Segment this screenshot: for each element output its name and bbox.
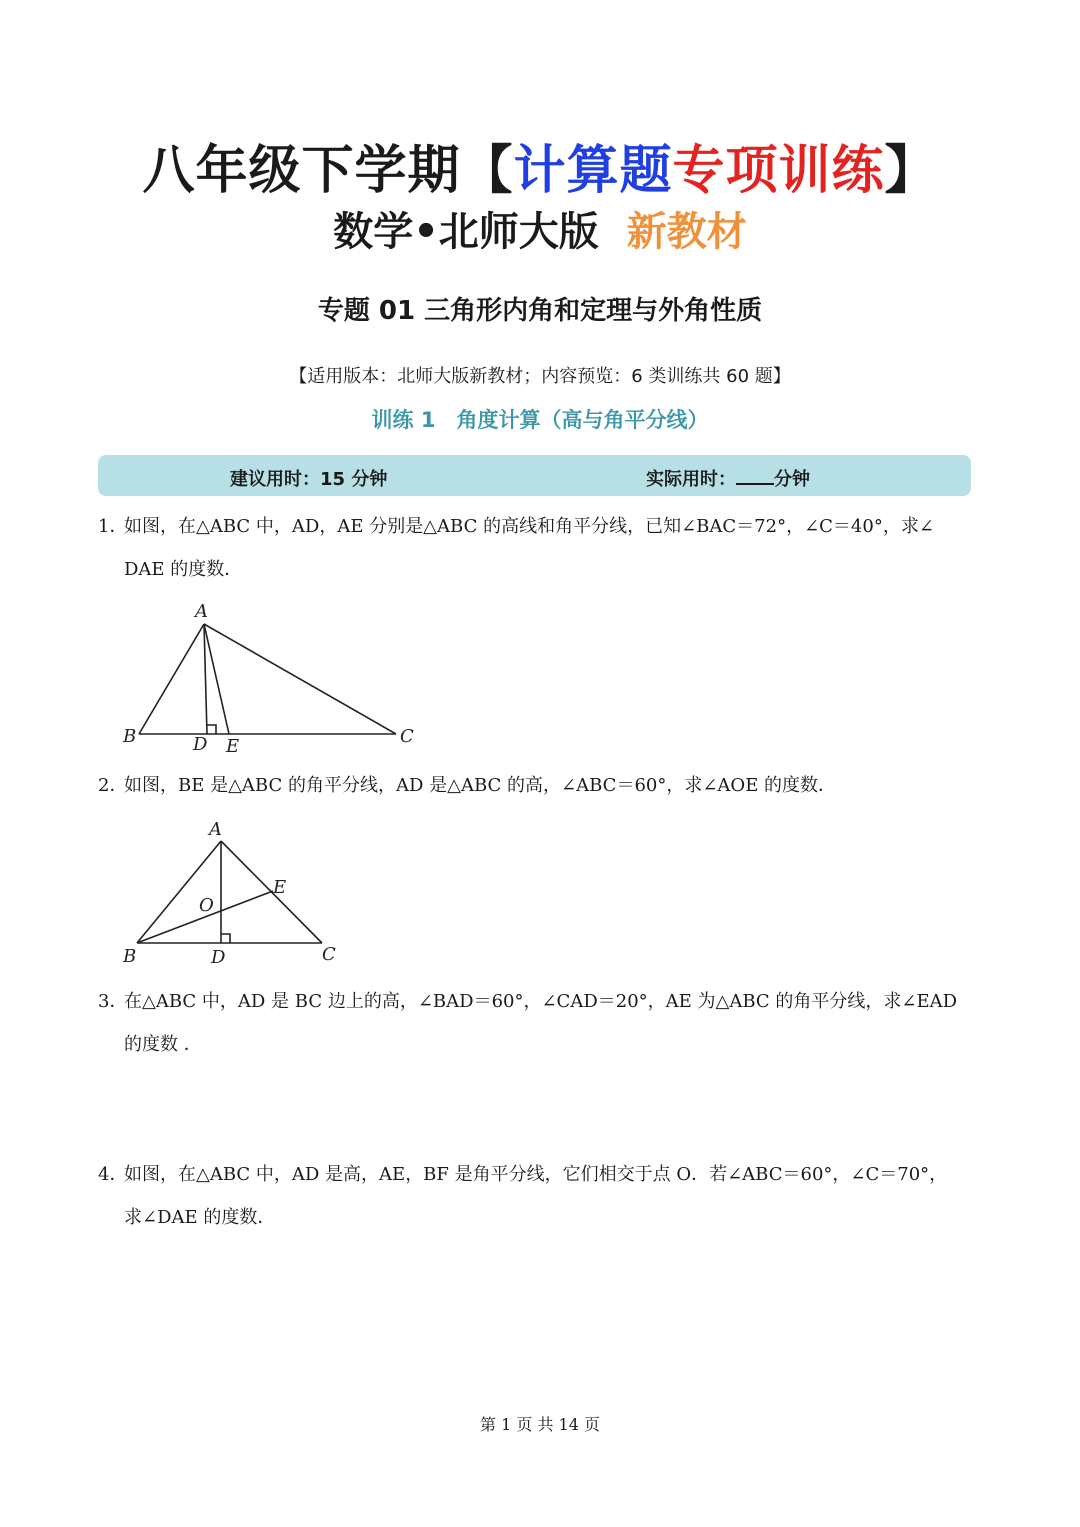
title-prefix: 八年级下学期【 [142, 141, 514, 201]
fig1-side-ab [139, 624, 204, 734]
question-text: 在△ABC 中，AD 是 BC 边上的高，∠BAD＝60°，∠CAD＝20°，AE 为△ABC 的角平分线，求∠EAD [124, 991, 958, 1012]
question-text: 如图，在△ABC 中，AD 是高，AE，BF 是角平分线，它们相交于点 O．若∠ABC＝60°，∠C＝70°， [124, 1164, 948, 1185]
question-number: 2． [98, 775, 128, 796]
fig1-label-d: D [193, 734, 208, 755]
question-text-cont: 求∠DAE 的度数． [124, 1207, 276, 1228]
question-2 [98, 764, 988, 807]
question-4 [98, 1153, 988, 1239]
fig2-label-d: D [211, 947, 226, 968]
fig2-label-o: O [199, 895, 214, 916]
subtitle-accent: 新教材 [626, 209, 747, 255]
fig2-label-b: B [123, 946, 137, 967]
doc-subtitle [0, 200, 1080, 257]
question-1 [98, 505, 988, 591]
question-number: 1． [98, 516, 128, 537]
time-bar [98, 455, 971, 496]
page-footer: 第 1 页 共 14 页 [480, 1415, 600, 1434]
fig1-label-a: A [195, 601, 208, 622]
fig1-side-ac [204, 624, 396, 734]
fig2-label-c: C [322, 944, 336, 965]
figure-2 [115, 818, 355, 973]
fig1-bisector-ae [204, 624, 229, 734]
fig1-right-angle-mark [207, 725, 216, 734]
subtitle-main: 数学•北师大版 [333, 209, 599, 255]
suggested-time: 建议用时：15 分钟 [230, 469, 388, 490]
question-3 [98, 980, 988, 1066]
fig1-altitude-ad [204, 624, 207, 734]
question-text: 如图，在△ABC 中，AD，AE 分别是△ABC 的高线和角平分线，已知∠BAC＝72°，∠C＝40°，求∠ [124, 516, 934, 537]
title-blue: 计算题 [513, 141, 673, 201]
fig2-label-a: A [209, 819, 222, 840]
title-suffix: 】 [884, 141, 938, 201]
question-text: 如图，BE 是△ABC 的角平分线，AD 是△ABC 的高，∠ABC＝60°，求∠AOE 的度数． [124, 775, 837, 796]
doc-title [0, 128, 1080, 203]
actual-time-unit: 分钟 [774, 469, 810, 490]
fig1-label-e: E [226, 736, 240, 757]
fig1-label-b: B [123, 726, 137, 747]
actual-time [646, 465, 810, 491]
actual-time-label: 实际用时： [646, 469, 736, 490]
question-text-cont: 的度数 ． [124, 1034, 202, 1055]
question-number: 3． [98, 991, 128, 1012]
figure-1 [115, 598, 425, 758]
fig1-label-c: C [400, 726, 414, 747]
question-number: 4． [98, 1164, 128, 1185]
topic-heading: 专题 01 三角形内角和定理与外角性质 [317, 296, 763, 326]
section-title: 训练 1 角度计算（高与角平分线） [371, 408, 709, 432]
fig2-right-angle-mark [221, 934, 230, 943]
fig2-label-e: E [273, 877, 287, 898]
version-info: 【适用版本：北师大版新教材；内容预览：6 类训练共 60 题】 [289, 366, 791, 387]
actual-time-blank[interactable] [736, 467, 774, 485]
question-text-cont: DAE 的度数． [124, 559, 243, 580]
title-red: 专项训练 [672, 141, 885, 201]
